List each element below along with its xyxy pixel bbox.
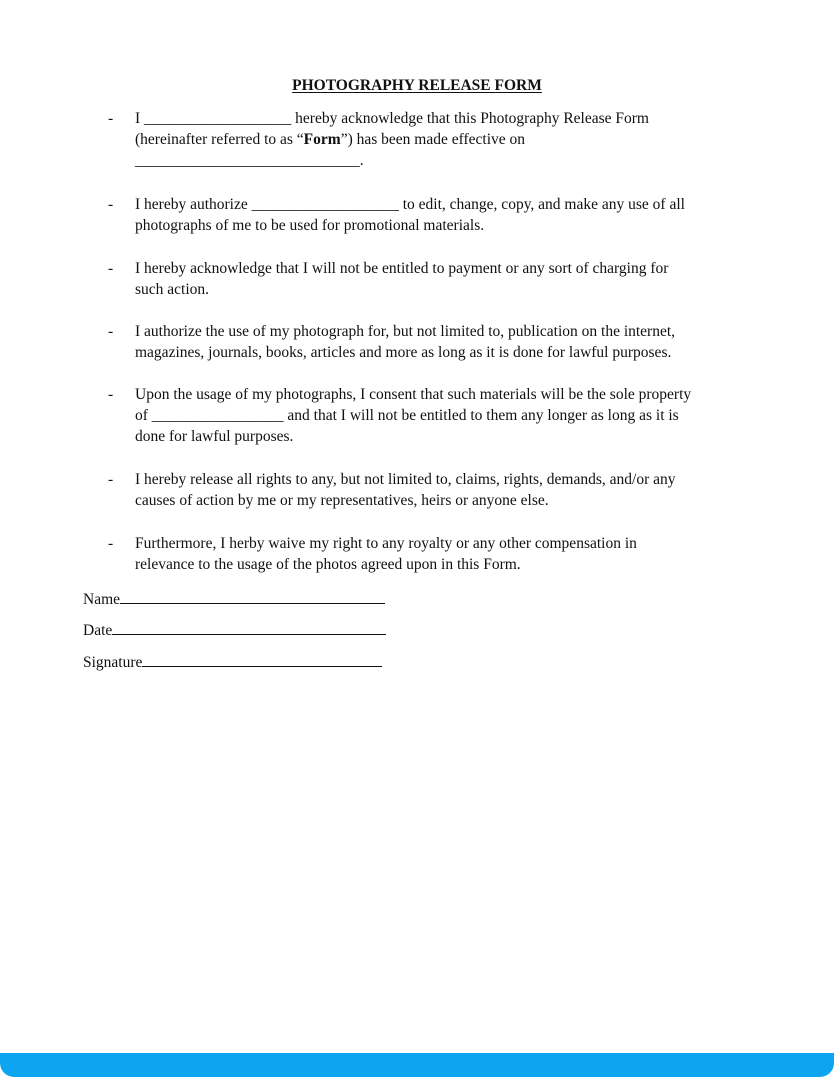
signature-blank[interactable]: [142, 652, 382, 667]
clause-text: Furthermore, I herby waive my right to any royalty or any other compensation in relevance to the usage of the photos agreed upon in this Form.: [135, 535, 637, 573]
date-line: [83, 620, 386, 641]
date-blank[interactable]: [112, 620, 386, 635]
clause-acknowledgement-line2-end: ”) has been made effective on: [340, 131, 526, 148]
bullet-dash: -: [108, 386, 114, 403]
clause-text: I hereby authorize ___________________ to edit, change, copy, and make any use of all photographs of me to be used for promotional materials.: [135, 196, 685, 234]
bullet-dash: -: [108, 471, 114, 488]
effective-date-blank: _____________________________.: [135, 152, 364, 169]
clause-acknowledgement-line2-start: (hereinafter referred to as “: [135, 131, 304, 148]
bullet-dash: -: [108, 196, 114, 213]
signature-label: Signature: [83, 654, 143, 671]
name-line: [83, 589, 385, 610]
bullet-dash: -: [108, 323, 114, 340]
clause-text: Upon the usage of my photographs, I consent that such materials will be the sole property of _________________ and that I will not be entitled to them any longer as long as it is done for lawful purposes.: [135, 386, 692, 445]
form-title: PHOTOGRAPHY RELEASE FORM: [292, 77, 542, 94]
name-blank[interactable]: [120, 589, 385, 604]
name-label: Name: [83, 591, 121, 608]
clause-text: I hereby acknowledge that I will not be entitled to payment or any sort of charging for such action.: [135, 260, 669, 298]
bullet-dash: -: [108, 110, 114, 127]
clause-text: I hereby release all rights to any, but not limited to, claims, rights, demands, and/or any causes of action by me or my representatives, heirs or anyone else.: [135, 471, 676, 509]
signature-line: [83, 652, 382, 673]
bullet-dash: -: [108, 260, 114, 277]
date-label: Date: [83, 622, 113, 639]
form-term-bold: Form: [303, 131, 341, 148]
bullet-dash: -: [108, 535, 114, 552]
clause-text: I authorize the use of my photograph for, but not limited to, publication on the internet, magazines, journals, books, articles and more as long as it is done for lawful purposes.: [135, 323, 676, 361]
clause-acknowledgement-line1: I ___________________ hereby acknowledge that this Photography Release Form: [135, 110, 649, 127]
bottom-accent-bar: [0, 1053, 834, 1077]
